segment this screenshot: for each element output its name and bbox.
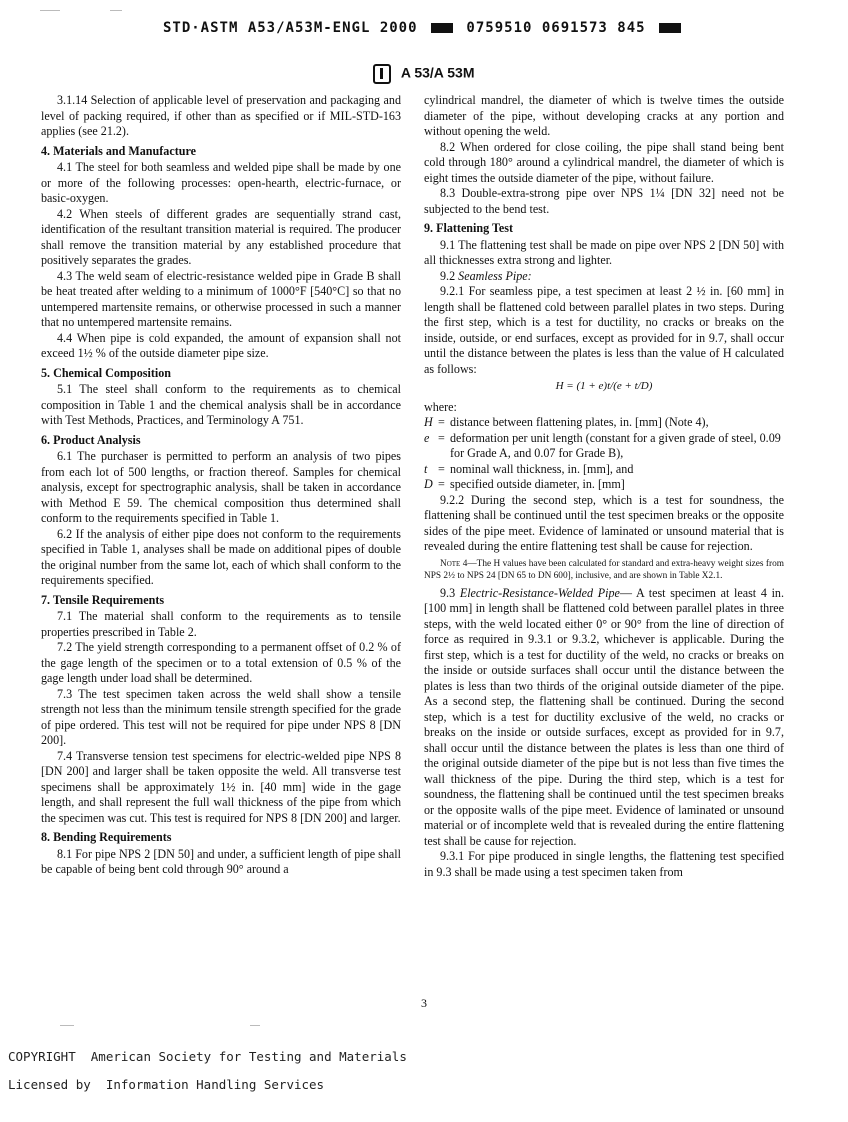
paragraph-9-2-1: 9.2.1 For seamless pipe, a test specimen at least 2 ½ in. [60 mm] in length shall be flattened cold between parallel plates in two steps. During the first step, which is a test for ductility, no cracks or breaks on the inside, outside, or end surfaces, except as provided for in 9.7, shall occur until the distance between the plates is less than the value of H calculated as follows:	[424, 284, 784, 376]
definition-text: deformation per unit length (constant for a given grade of steel, 0.09 for Grade A, and 0.07 for Grade B),	[450, 430, 781, 460]
astm-logo-icon	[373, 64, 391, 84]
paragraph-8-2: 8.2 When ordered for close coiling, the pipe shall stand being bent cold through 180° around a cylindrical mandrel, the diameter of which is eight times the outside diameter of the pipe, without failure.	[424, 139, 784, 185]
designation-text: A 53/A 53M	[400, 64, 475, 81]
section-heading-9: 9. Flattening Test	[424, 221, 514, 235]
scan-artifact	[250, 1025, 260, 1026]
definition-symbol: H	[424, 415, 433, 429]
right-column	[424, 93, 784, 880]
equals-sign: =	[438, 477, 445, 491]
paragraph: 8.1 For pipe NPS 2 [DN 50] and under, a sufficient length of pipe shall be capable of being bent cold through 90° around a	[41, 846, 401, 876]
paragraph: 7.3 The test specimen taken across the weld shall show a tensile strength not less than the minimum tensile strength specified for the grade of pipe ordered. This test will not be required for pipe under NPS 8 [DN 200].	[41, 686, 401, 747]
left-column	[41, 93, 401, 878]
paragraph: 7.4 Transverse tension test specimens for electric-welded pipe NPS 8 [DN 200] and larger shall be taken opposite the weld. All transverse test specimens shall be approximately 1½ in. [40 mm] wide in the gage length, and shall represent the full wall thickness of the pipe from which the specimen was cut. This test is required for NPS 8 [DN 200] and larger.	[41, 748, 401, 825]
flattening-formula: H = (1 + e)t/(e + t/D)	[555, 380, 653, 392]
document-header	[0, 20, 848, 36]
scan-artifact	[60, 1025, 74, 1026]
scan-artifact	[40, 10, 60, 11]
note-text: —The H values have been calculated for standard and extra-heavy weight sizes from NPS 2½ to NPS 24 [DN 65 to DN 600], inclusive, and are shown in Table X2.1.	[424, 558, 784, 581]
paragraph: 3.1.14 Selection of applicable level of preservation and packaging and level of packing required, if other than as specified or if MIL-STD-163 applies (see 21.2).	[41, 93, 401, 138]
definition-symbol: D	[424, 477, 433, 491]
note-label: Note 4	[440, 558, 468, 569]
subsection-title: Seamless Pipe:	[458, 268, 532, 283]
definition-symbol: t	[424, 461, 428, 476]
definition-text: nominal wall thickness, in. [mm], and	[450, 461, 634, 476]
paragraph-9-2	[424, 269, 784, 285]
paragraph-continuation: cylindrical mandrel, the diameter of which is twelve times the outside diameter of the pipe, without developing cracks at any portion and without opening the weld.	[424, 93, 784, 138]
paragraph-9-3-1: 9.3.1 For pipe produced in single lengths, the flattening test specified in 9.3 shall be made using a test specimen taken from	[424, 849, 784, 879]
paragraph-8-3: 8.3 Double-extra-strong pipe over NPS 1¼ [DN 32] need not be subjected to the bend test.	[424, 186, 784, 216]
footer-copyright: COPYRIGHT American Society for Testing and Materials	[8, 1049, 407, 1064]
where-label: where:	[424, 399, 457, 414]
barcode-block	[431, 23, 453, 33]
paragraph-9-2-2: 9.2.2 During the second step, which is a test for soundness, the flattening shall be continued until the test specimen breaks or the opposite sides of the pipe meet. Evidence of laminated or unsound material that is revealed during the entire flattening test shall be cause for rejection.	[424, 492, 784, 553]
equals-sign: =	[438, 430, 445, 445]
paragraph-number: 9.2	[440, 268, 456, 283]
definition-row	[424, 462, 784, 478]
equals-sign: =	[438, 461, 445, 476]
section-heading: 4. Materials and Manufacture	[41, 143, 196, 158]
paragraph: 4.3 The weld seam of electric-resistance welded pipe in Grade B shall be heat treated after welding to a minimum of 1000°F [540°C] so that no untempered martensite remains, or otherwise processed in such a manner that no untempered martensite remains.	[41, 268, 401, 329]
standard-designation	[0, 64, 848, 84]
footer-license: Licensed by Information Handling Services	[8, 1077, 325, 1092]
definition-row	[424, 477, 784, 493]
definition-row	[424, 415, 784, 431]
paragraph-9-3	[424, 586, 784, 850]
page-number: 3	[421, 996, 427, 1010]
section-heading: 5. Chemical Composition	[41, 365, 172, 380]
section-heading: 7. Tensile Requirements	[41, 592, 165, 607]
paragraph: 6.1 The purchaser is permitted to perform an analysis of two pipes from each lot of 500 lengths, or fraction thereof. Samples for chemical analysis, except for spectrographic analysis, shall be taken in accordance with Method E 59. The chemical composition thus determined shall conform to the requirements specified in Table 1.	[41, 449, 401, 525]
note-4	[424, 558, 784, 582]
definition-text: distance between flattening plates, in. [mm] (Note 4),	[450, 415, 709, 429]
paragraph: 5.1 The steel shall conform to the requirements as to chemical composition in Table 1 and the chemical analysis shall be in accordance with Test Methods, Practices, and Terminology A 751.	[41, 382, 401, 427]
definition-text: specified outside diameter, in. [mm]	[450, 477, 625, 491]
barcode-number: 0759510 0691573 845	[466, 20, 646, 36]
paragraph-text: — A test specimen at least 4 in. [100 mm] in length shall be flattened cold between parallel plates in three steps, with the weld located either 0° or 90° from the line of direction of force as required in 9.3.1 or 9.3.2, whichever is applicable. During the first step, which is a test for ductility of the weld, no cracks or breaks on the inside or outside surfaces shall occur until the distance between the plates is less than two thirds of the original outside diameter of the pipe. As a second step, the flattening shall be continued. During the second step, which is a test for ductility exclusive of the weld, no cracks or breaks on the inside or outside surfaces, except as provided for in 9.7, shall occur until the distance between the plates is less than one third of the original outside diameter of the pipe but is not less than five times the wall thickness of the pipe. During the third step, which is a test for soundness, the flattening shall be continued until the test specimen breaks or the opposite walls of the pipe meet. Evidence of laminated or unsound material or of incomplete weld that is revealed during the entire flattening test shall be cause for rejection.	[424, 585, 784, 848]
paragraph: 7.2 The yield strength corresponding to a permanent offset of 0.2 % of the gage length of the specimen or to a total extension of 0.5 % of the gage length under load shall be determined.	[41, 640, 401, 685]
paragraph-number: 9.3	[440, 585, 456, 600]
paragraph-9-1: 9.1 The flattening test shall be made on pipe over NPS 2 [DN 50] with all thicknesses extra strong and lighter.	[424, 237, 784, 267]
doc-id: STD·ASTM A53/A53M-ENGL 2000	[162, 20, 418, 36]
scan-artifact	[110, 10, 122, 11]
equals-sign: =	[438, 415, 445, 429]
barcode-block	[659, 23, 681, 33]
definition-symbol: e	[424, 430, 430, 445]
subsection-title: Electric-Resistance-Welded Pipe	[459, 585, 620, 600]
section-heading: 6. Product Analysis	[41, 432, 141, 447]
section-heading: 8. Bending Requirements	[41, 830, 172, 844]
paragraph: 7.1 The material shall conform to the requirements as to tensile properties prescribed in Table 2.	[41, 609, 401, 639]
paragraph: 4.4 When pipe is cold expanded, the amount of expansion shall not exceed 1½ % of the outside diameter pipe size.	[41, 330, 401, 360]
definition-row	[424, 431, 784, 462]
variable-definitions	[424, 415, 784, 493]
paragraph: 6.2 If the analysis of either pipe does not conform to the requirements specified in Table 1, analyses shall be made on additional pipes of double the original number from the same lot, each of which shall conform to the requirements specified.	[41, 526, 401, 587]
paragraph: 4.2 When steels of different grades are sequentially strand cast, identification of the resultant transition material is required. The producer shall remove the transition material by any established procedure that positively separates the grades.	[41, 206, 401, 267]
paragraph: 4.1 The steel for both seamless and welded pipe shall be made by one or more of the following processes: open-hearth, electric-furnace, or basic-oxygen.	[41, 160, 401, 205]
